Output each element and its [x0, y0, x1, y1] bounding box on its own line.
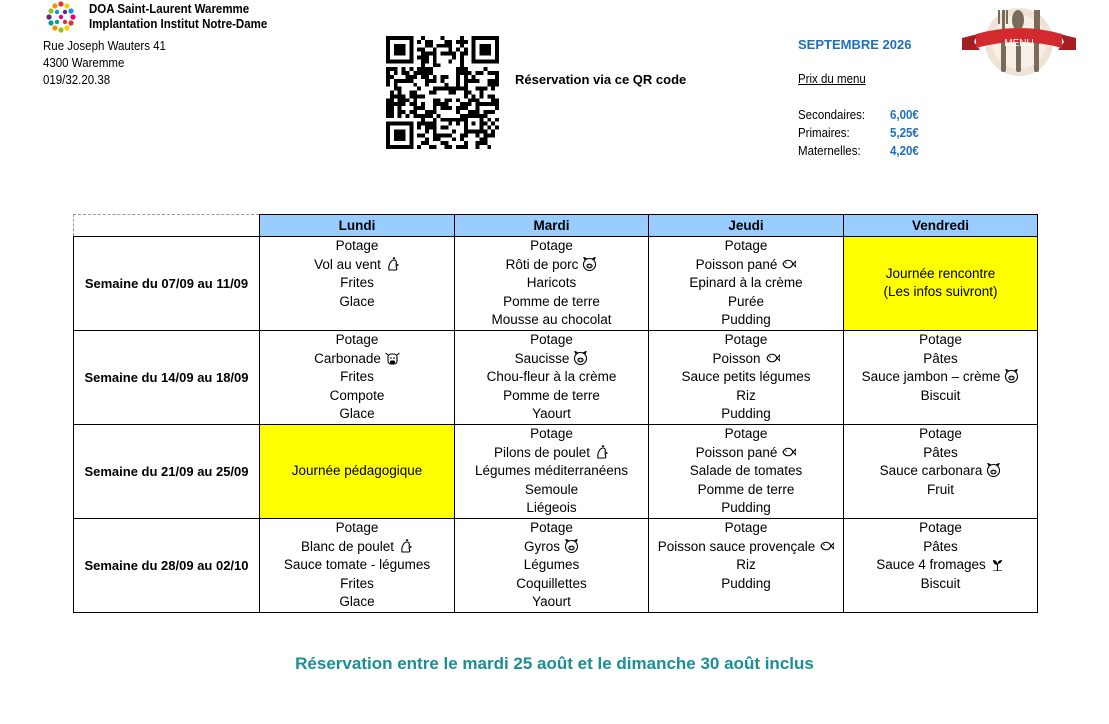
dish-item — [455, 405, 648, 424]
dish-name: Légumes méditerranéens — [474, 463, 629, 479]
price-value: 4,20€ — [890, 144, 919, 158]
dish-item — [455, 331, 648, 350]
menu-cell-lundi — [260, 518, 455, 612]
dish-name: Poisson sauce provençale — [657, 538, 816, 554]
dish-name: Compote — [329, 387, 385, 403]
dish-item — [260, 331, 454, 350]
dish-item — [649, 556, 843, 575]
dish-item — [844, 283, 1037, 302]
dish-name: Potage — [724, 238, 768, 253]
dish-name: Frites — [340, 275, 374, 291]
dish-item — [649, 481, 843, 500]
dish-name: Riz — [736, 557, 756, 573]
month-title: SEPTEMBRE 2026 — [798, 37, 912, 52]
address-city: 4300 Waremme — [43, 56, 125, 70]
dish-name: Potage — [919, 519, 962, 535]
table-row — [74, 330, 1038, 424]
dish-item — [260, 538, 454, 557]
address-street: Rue Joseph Wauters 41 — [43, 39, 166, 53]
chicken-icon — [398, 539, 413, 553]
fish-icon — [819, 539, 834, 553]
school-name — [89, 2, 267, 32]
dish-name: Glace — [339, 594, 375, 610]
dish-item — [260, 368, 454, 387]
dish-item — [455, 425, 648, 444]
dish-name: Pilons de poulet — [493, 444, 591, 460]
menu-badge-icon — [960, 4, 1078, 76]
dish-name: Pomme de terre — [697, 481, 795, 497]
price-row-secondaires — [798, 108, 927, 122]
dish-name: Pudding — [721, 500, 771, 516]
dish-item — [649, 519, 843, 538]
dish-item — [455, 237, 648, 256]
dish-item — [260, 575, 454, 594]
address-phone: 019/32.20.38 — [43, 73, 111, 87]
table-header-row — [74, 215, 1038, 237]
dish-item — [649, 350, 843, 369]
dish-name: Sauce jambon – crème — [861, 369, 1001, 385]
dish-name: Epinard à la crème — [689, 275, 803, 291]
dish-item — [455, 444, 648, 463]
column-header-lundi: Lundi — [260, 215, 455, 237]
dish-item — [649, 311, 843, 330]
dish-item — [455, 593, 648, 612]
dish-item — [649, 405, 843, 424]
dish-name: Potage — [530, 519, 573, 535]
dish-name: Frites — [340, 575, 374, 591]
price-value: 6,00€ — [890, 108, 919, 122]
column-header-jeudi: Jeudi — [649, 215, 844, 237]
dish-item — [260, 293, 454, 312]
dish-item — [455, 274, 648, 293]
dish-item — [649, 237, 843, 256]
column-header-mardi: Mardi — [455, 215, 649, 237]
table-row — [74, 518, 1038, 612]
dish-item — [649, 444, 843, 463]
dish-item — [455, 481, 648, 500]
dish-name: Sauce 4 fromages — [876, 557, 986, 573]
dish-item — [649, 331, 843, 350]
dish-item — [455, 293, 648, 312]
dish-item — [649, 575, 843, 594]
dish-item — [455, 538, 648, 557]
dish-name: Poisson pané — [695, 256, 778, 272]
dish-name: Mousse au chocolat — [491, 312, 612, 328]
dish-item — [844, 462, 1037, 481]
week-label: Semaine du 28/09 au 02/10 — [74, 518, 260, 612]
price-row-primaires — [798, 126, 927, 140]
dish-item — [260, 274, 454, 293]
table-row — [74, 237, 1038, 331]
dish-item — [649, 274, 843, 293]
dish-item — [844, 387, 1037, 406]
dish-name: Liégeois — [526, 500, 577, 516]
dish-item — [260, 556, 454, 575]
dish-item — [260, 405, 454, 424]
dish-name: Chou-fleur à la crème — [486, 369, 617, 385]
dish-name: Pomme de terre — [503, 387, 600, 403]
dish-name: Pomme de terre — [503, 293, 600, 309]
week-label: Semaine du 14/09 au 18/09 — [74, 330, 260, 424]
reservation-period-note: Réservation entre le mardi 25 août et le dimanche 30 août inclus — [295, 654, 814, 673]
dish-name: Coquillettes — [516, 575, 587, 591]
menu-cell-mardi — [455, 518, 649, 612]
dish-name: Frites — [340, 369, 374, 385]
week-label: Semaine du 07/09 au 11/09 — [74, 237, 260, 331]
price-label: Maternelles: — [798, 144, 861, 158]
menu-cell-vendredi — [844, 237, 1038, 331]
pig-icon — [573, 351, 588, 365]
dish-item — [260, 256, 454, 275]
reservation-qr-code[interactable] — [386, 36, 499, 149]
dish-name: Potage — [335, 519, 379, 535]
menu-cell-mardi — [455, 330, 649, 424]
dish-name: Potage — [724, 519, 768, 535]
dish-item — [844, 368, 1037, 387]
dish-name: Potage — [530, 238, 573, 253]
menu-cell-mardi — [455, 424, 649, 518]
week-label: Semaine du 21/09 au 25/09 — [74, 424, 260, 518]
menu-cell-jeudi — [649, 330, 844, 424]
menu-cell-jeudi — [649, 237, 844, 331]
dish-name: Pâtes — [923, 350, 958, 366]
sprout-icon — [990, 557, 1005, 571]
dish-item — [455, 387, 648, 406]
dish-name: Pâtes — [923, 538, 958, 554]
menu-cell-lundi — [260, 330, 455, 424]
dish-name: Biscuit — [920, 575, 961, 591]
dish-name: Poisson — [712, 350, 761, 366]
dish-item — [260, 387, 454, 406]
dish-name: Poisson pané — [695, 444, 778, 460]
dish-name: (Les infos suivront) — [883, 284, 998, 300]
dish-item — [649, 368, 843, 387]
school-logo — [44, 0, 78, 34]
dish-name: Potage — [530, 331, 573, 347]
price-value: 5,25€ — [890, 126, 919, 140]
dish-name: Potage — [724, 331, 768, 347]
dish-item — [844, 575, 1037, 594]
dish-name: Potage — [919, 425, 962, 441]
menu-cell-vendredi — [844, 518, 1038, 612]
dish-name: Journée pédagogique — [291, 463, 423, 479]
menu-cell-jeudi — [649, 518, 844, 612]
dish-item — [455, 499, 648, 518]
dish-item — [260, 237, 454, 256]
dish-name: Sauce petits légumes — [681, 369, 811, 385]
column-header-vendredi: Vendredi — [844, 215, 1038, 237]
dish-item — [260, 593, 454, 612]
prices-title: Prix du menu — [798, 72, 866, 86]
dish-name: Saucisse — [514, 350, 570, 366]
dish-item — [844, 556, 1037, 575]
dish-item — [455, 256, 648, 275]
weekly-menu-table — [73, 214, 1038, 613]
dish-item — [649, 462, 843, 481]
pig-icon — [564, 539, 579, 553]
menu-cell-jeudi — [649, 424, 844, 518]
fish-icon — [781, 445, 796, 459]
dish-name: Purée — [727, 293, 765, 309]
dish-item — [455, 556, 648, 575]
price-row-maternelles — [798, 144, 927, 158]
price-label: Secondaires: — [798, 108, 866, 122]
school-name-line2: Implantation Institut Notre-Dame — [89, 17, 268, 31]
pig-icon — [1004, 369, 1019, 383]
dish-item — [844, 331, 1037, 350]
dish-name: Pudding — [721, 406, 771, 422]
menu-cell-mardi — [455, 237, 649, 331]
dish-item — [260, 462, 454, 481]
dish-name: Gyros — [523, 538, 560, 554]
chicken-icon — [594, 445, 609, 459]
dish-name: Semoule — [524, 481, 579, 497]
dish-name: Blanc de poulet — [300, 538, 395, 554]
dish-item — [649, 425, 843, 444]
dish-name: Glace — [339, 293, 375, 309]
menu-cell-vendredi — [844, 424, 1038, 518]
school-address — [43, 38, 166, 89]
dish-item — [844, 481, 1037, 500]
dish-name: Potage — [335, 238, 379, 253]
dish-item — [844, 265, 1037, 284]
qr-label: Réservation via ce QR code — [515, 72, 687, 87]
dish-name: Pudding — [721, 312, 771, 328]
dish-item — [455, 350, 648, 369]
pig-icon — [986, 463, 1001, 477]
dish-item — [844, 538, 1037, 557]
dish-name: Fruit — [927, 481, 954, 497]
chicken-icon — [385, 257, 400, 271]
dish-name: Sauce tomate - légumes — [283, 557, 431, 573]
dish-item — [455, 575, 648, 594]
cow-icon — [385, 351, 400, 365]
dish-name: Rôti de porc — [505, 256, 579, 272]
dish-item — [649, 256, 843, 275]
dish-name: Potage — [724, 425, 768, 441]
dish-item — [649, 293, 843, 312]
dish-name: Carbonade — [314, 350, 381, 366]
pig-icon — [582, 257, 597, 271]
dish-item — [455, 311, 648, 330]
dish-name: Pudding — [721, 575, 771, 591]
dish-item — [844, 519, 1037, 538]
dish-name: Salade de tomates — [689, 463, 803, 479]
fish-icon — [765, 351, 780, 365]
dish-name: Pâtes — [923, 444, 958, 460]
dish-name: Journée rencontre — [885, 265, 996, 281]
dish-name: Haricots — [526, 275, 577, 291]
dish-name: Potage — [335, 331, 379, 347]
menu-cell-lundi — [260, 237, 455, 331]
dish-name: Yaourt — [532, 594, 571, 610]
table-corner — [74, 215, 260, 237]
dish-name: Potage — [530, 425, 573, 441]
menu-cell-lundi — [260, 424, 455, 518]
dish-item — [649, 499, 843, 518]
dish-item — [649, 538, 843, 557]
dish-name: Sauce carbonara — [879, 463, 983, 479]
fish-icon — [781, 257, 796, 271]
price-label: Primaires: — [798, 126, 850, 140]
table-row — [74, 424, 1038, 518]
dish-name: Glace — [339, 406, 375, 422]
dish-item — [260, 350, 454, 369]
school-name-line1: DOA Saint-Laurent Waremme — [89, 2, 250, 16]
dish-name: Vol au vent — [314, 256, 381, 272]
dish-name: Légumes — [523, 557, 580, 573]
dish-item — [455, 462, 648, 481]
menu-badge-label: MENU — [1004, 38, 1034, 49]
dish-item — [649, 387, 843, 406]
dish-item — [844, 425, 1037, 444]
dish-item — [455, 368, 648, 387]
dish-item — [260, 519, 454, 538]
dish-name: Yaourt — [532, 406, 571, 422]
dish-item — [455, 519, 648, 538]
dish-name: Potage — [919, 331, 962, 347]
menu-cell-vendredi — [844, 330, 1038, 424]
dish-name: Biscuit — [920, 387, 961, 403]
dish-item — [844, 350, 1037, 369]
dish-name: Riz — [736, 387, 756, 403]
dish-item — [844, 444, 1037, 463]
